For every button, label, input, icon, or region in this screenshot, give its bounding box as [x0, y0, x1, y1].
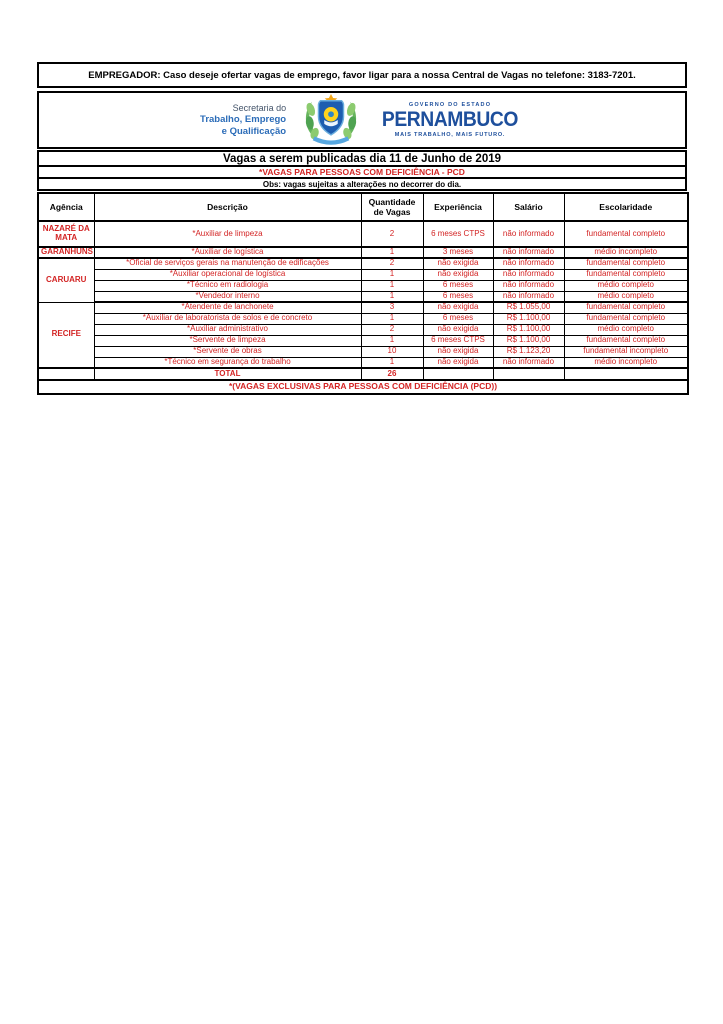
slogan-label: MAIS TRABALHO, MAIS FUTURO. — [394, 132, 506, 139]
cell-salario: não informado — [493, 221, 564, 247]
cell-descricao: *Técnico em radiologia — [94, 280, 361, 291]
footer-note-row — [38, 380, 688, 394]
col-header-agencia: Agência — [38, 193, 94, 221]
col-header-salario: Salário — [493, 193, 564, 221]
secretaria-line2: Trabalho, Emprego — [200, 113, 287, 125]
cell-experiencia: 6 meses — [423, 291, 493, 302]
cell-quantidade: 2 — [361, 221, 423, 247]
cell-descricao: *Auxiliar de laboratorista de solos e de concreto — [94, 313, 361, 324]
agency-cell-nazare-da-mata: NAZARÉ DA MATA — [38, 221, 94, 247]
cell-escolaridade: médio incompleto — [564, 247, 688, 258]
footer-note-text: *(VAGAS EXCLUSIVAS PARA PESSOAS COM DEFICIÊNCIA (PCD)) — [38, 380, 688, 394]
employer-notice-banner — [37, 62, 687, 88]
cell-experiencia: não exigida — [423, 324, 493, 335]
cell-experiencia: 6 meses CTPS — [423, 335, 493, 346]
secretaria-line3: e Qualificação — [221, 125, 287, 137]
table-header-row — [38, 193, 688, 221]
cell-salario: não informado — [493, 258, 564, 269]
cell-quantidade: 3 — [361, 302, 423, 313]
cell-experiencia: não exigida — [423, 302, 493, 313]
cell-salario: não informado — [493, 269, 564, 280]
pernambuco-label: PERNAMBUCO — [382, 107, 519, 131]
cell-escolaridade: fundamental completo — [564, 313, 688, 324]
cell-quantidade: 1 — [361, 247, 423, 258]
cell-descricao: *Auxiliar administrativo — [94, 324, 361, 335]
table-row — [38, 258, 688, 269]
cell-escolaridade: fundamental completo — [564, 335, 688, 346]
cell-escolaridade: fundamental completo — [564, 258, 688, 269]
cell-salario: R$ 1.100,00 — [493, 313, 564, 324]
cell-escolaridade: médio completo — [564, 291, 688, 302]
agency-cell-recife: RECIFE — [38, 302, 94, 368]
cell-salario: R$ 1.100,00 — [493, 335, 564, 346]
cell-quantidade: 1 — [361, 269, 423, 280]
cell-descricao: *Vendedor interno — [94, 291, 361, 302]
cell-descricao: *Servente de obras — [94, 346, 361, 357]
cell-descricao: *Servente de limpeza — [94, 335, 361, 346]
cell-quantidade: 1 — [361, 280, 423, 291]
secretaria-line1: Secretaria do — [232, 102, 287, 113]
cell-quantidade: 1 — [361, 335, 423, 346]
cell-quantidade: 1 — [361, 291, 423, 302]
table-row — [38, 346, 688, 357]
total-empty-agency-cell — [38, 368, 94, 380]
table-row — [38, 313, 688, 324]
governo-do-estado-label: GOVERNO DO ESTADO — [408, 101, 492, 108]
cell-salario: R$ 1.123,20 — [493, 346, 564, 357]
table-row — [38, 335, 688, 346]
pernambuco-wordmark — [376, 102, 524, 139]
cell-experiencia: 3 meses — [423, 247, 493, 258]
cell-descricao: *Auxiliar operacional de logística — [94, 269, 361, 280]
cell-quantidade: 1 — [361, 313, 423, 324]
agency-cell-caruaru: CARUARU — [38, 258, 94, 302]
total-empty-cell — [493, 368, 564, 380]
cell-descricao: *Atendente de lanchonete — [94, 302, 361, 313]
total-row — [38, 368, 688, 380]
cell-quantidade: 2 — [361, 258, 423, 269]
cell-salario: não informado — [493, 280, 564, 291]
cell-salario: R$ 1.100,00 — [493, 324, 564, 335]
agency-cell-garanhuns: GARANHUNS — [38, 247, 94, 258]
cell-experiencia: não exigida — [423, 269, 493, 280]
col-header-quantidade: Quantidade de Vagas — [361, 193, 423, 221]
cell-escolaridade: médio incompleto — [564, 357, 688, 368]
cell-salario: não informado — [493, 291, 564, 302]
table-row — [38, 357, 688, 368]
cell-escolaridade: fundamental completo — [564, 221, 688, 247]
vacancy-bulletin — [37, 62, 687, 395]
obs-note-text: Obs: vagas sujeitas a alterações no decorrer do dia. — [262, 179, 462, 189]
cell-quantidade: 10 — [361, 346, 423, 357]
cell-escolaridade: médio completo — [564, 324, 688, 335]
obs-note — [37, 177, 687, 191]
cell-salario: R$ 1.055,00 — [493, 302, 564, 313]
table-row — [38, 221, 688, 247]
cell-experiencia: não exigida — [423, 346, 493, 357]
cell-descricao: *Auxiliar de limpeza — [94, 221, 361, 247]
col-header-experiencia: Experiência — [423, 193, 493, 221]
employer-notice-text: EMPREGADOR: Caso deseje ofertar vagas de emprego, favor ligar para a nossa Central de Vagas no telefone: 3183-7201. — [88, 69, 636, 81]
table-row — [38, 269, 688, 280]
table-row — [38, 291, 688, 302]
cell-experiencia: não exigida — [423, 357, 493, 368]
cell-descricao: *Técnico em segurança do trabalho — [94, 357, 361, 368]
total-empty-cell — [423, 368, 493, 380]
table-row — [38, 302, 688, 313]
vacancies-table — [37, 192, 689, 395]
secretaria-logo-text — [200, 103, 286, 138]
cell-experiencia: não exigida — [423, 258, 493, 269]
cell-salario: não informado — [493, 247, 564, 258]
pcd-banner-text: *VAGAS PARA PESSOAS COM DEFICIÊNCIA - PCD — [259, 167, 465, 177]
cell-experiencia: 6 meses — [423, 313, 493, 324]
cell-escolaridade: fundamental completo — [564, 269, 688, 280]
total-label: TOTAL — [94, 368, 361, 380]
cell-descricao: *Auxiliar de logística — [94, 247, 361, 258]
table-row — [38, 324, 688, 335]
cell-escolaridade: fundamental incompleto — [564, 346, 688, 357]
bulletin-title-text: Vagas a serem publicadas dia 11 de Junho de 2019 — [222, 152, 502, 165]
logo-strip — [37, 91, 687, 149]
col-header-descricao: Descrição — [94, 193, 361, 221]
cell-experiencia: 6 meses CTPS — [423, 221, 493, 247]
cell-escolaridade: médio completo — [564, 280, 688, 291]
pernambuco-coat-of-arms-icon — [302, 94, 360, 146]
cell-escolaridade: fundamental completo — [564, 302, 688, 313]
cell-descricao: *Oficial de serviços gerais na manutenção de edificações — [94, 258, 361, 269]
table-row — [38, 247, 688, 258]
cell-quantidade: 1 — [361, 357, 423, 368]
table-row — [38, 280, 688, 291]
total-value: 26 — [361, 368, 423, 380]
col-header-escolaridade: Escolaridade — [564, 193, 688, 221]
total-empty-cell — [564, 368, 688, 380]
cell-quantidade: 2 — [361, 324, 423, 335]
cell-experiencia: 6 meses — [423, 280, 493, 291]
cell-salario: não informado — [493, 357, 564, 368]
